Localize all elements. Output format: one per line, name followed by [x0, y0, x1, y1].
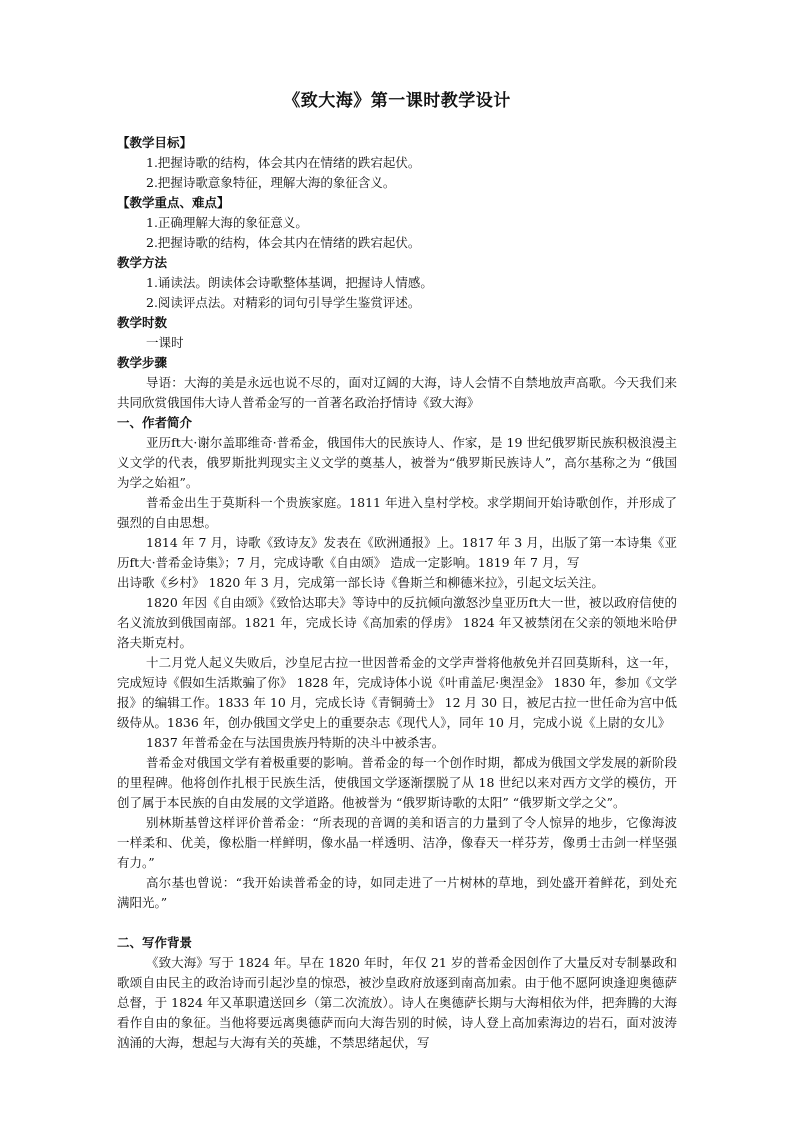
- author-paragraph-8: 普希金对俄国文学有着极重要的影响。普希金的每一个创作时期，都成为俄国文学发展的新阶段的里程碑。他将创作扎根于民族生活，使俄国文学逐渐摆脱了从 18 世纪以来对西方文学的模仿，开创了属于本民族的自由发展的文学道路。他被誉为 “俄罗斯诗歌的太阳” “俄罗斯文学之父”。: [117, 755, 677, 810]
- method-item-2: 2.阅读评点法。对精彩的词句引导学生鉴赏评述。: [146, 295, 421, 310]
- author-paragraph-2: 普希金出生于莫斯科一个贵族家庭。1811 年进入皇村学校。求学期间开始诗歌创作，并形成了强烈的自由思想。: [117, 495, 677, 530]
- hours-value: 一课时: [146, 335, 184, 350]
- steps-heading: 教学步骤: [117, 355, 168, 370]
- author-paragraph-9: 别林斯基曾这样评价普希金：“所表现的音调的美和语言的力量到了令人惊异的地步，它像海波一样柔和、优美，像松脂一样鲜明，像水晶一样透明、洁净，像春天一样芬芳，像勇士击剑一样坚强有力。”: [117, 815, 677, 870]
- key-point-item-1: 1.正确理解大海的象征意义。: [146, 215, 308, 230]
- author-paragraph-1: 亚历ft大·谢尔盖耶维奇·普希金，俄国伟大的民族诗人、作家，是 19 世纪俄罗斯民族积极浪漫主义文学的代表，俄罗斯批判现实主义文学的奠基人，被誉为“俄罗斯民族诗人”，高尔基称之为 “俄国为学之始祖”。: [117, 435, 677, 490]
- author-paragraph-6: 十二月党人起义失败后，沙皇尼古拉一世因普希金的文学声誉将他赦免并召回莫斯科，这一年，完成短诗《假如生活欺骗了你》 1828 年，完成诗体小说《叶甫盖尼·奥涅金》 1830 年，参加《文学报》的编辑工作。1833 年 10 月，完成长诗《青铜骑士》 12 月 30 日，被尼古拉一世任命为宫中低级侍从。1836 年，创办俄国文学史上的重要杂志《现代人》，同年 10 月，完成小说《上尉的女儿》: [117, 655, 677, 730]
- background-paragraph-1: 《致大海》写于 1824 年。早在 1820 年时，年仅 21 岁的普希金因创作了大量反对专制暴政和歌颂自由民主的政治诗而引起沙皇的惊恐，被沙皇政府放逐到南高加索。由于他不愿阿谀逢迎奥德萨总督，于 1824 年又革职遣送回乡（第二次流放）。诗人在奥德萨长期与大海相依为伴，把奔腾的大海看作自由的象征。当他将要远离奥德萨而向大海告别的时候，诗人登上高加索海边的岩石，面对波涛汹涌的大海，想起与大海有关的英雄，不禁思绪起伏，写: [117, 955, 677, 1050]
- hours-heading: 教学时数: [117, 315, 168, 330]
- author-heading: 一、作者简介: [117, 415, 193, 430]
- goals-heading: 【教学目标】: [117, 135, 193, 150]
- methods-heading: 教学方法: [117, 255, 168, 270]
- goal-item-1: 1.把握诗歌的结构，体会其内在情绪的跌宕起伏。: [146, 155, 421, 170]
- author-paragraph-4: 出诗歌《乡村》 1820 年 3 月，完成第一部长诗《鲁斯兰和柳德米拉》，引起文坛关注。: [117, 575, 604, 590]
- method-item-1: 1.诵读法。朗读体会诗歌整体基调，把握诗人情感。: [146, 275, 433, 290]
- author-paragraph-7: 1837 年普希金在与法国贵族丹特斯的决斗中被杀害。: [146, 735, 445, 750]
- key-points-heading: 【教学重点、难点】: [117, 195, 230, 210]
- author-paragraph-5: 1820 年因《自由颂》《致恰达耶夫》等诗中的反抗倾向激怒沙皇亚历ft大一世，被以政府信使的名义流放到俄国南部。1821 年，完成长诗《高加索的俘虏》 1824 年又被禁闭在父亲的领地米哈伊洛夫斯克村。: [117, 595, 677, 650]
- document-title: 《致大海》第一课时教学设计: [283, 91, 511, 111]
- document-body: [117, 133, 677, 1053]
- key-point-item-2: 2.把握诗歌的结构，体会其内在情绪的跌宕起伏。: [146, 235, 421, 250]
- intro-paragraph: 导语：大海的美是永远也说不尽的，面对辽阔的大海，诗人会情不自禁地放声高歌。今天我们来共同欣赏俄国伟大诗人普希金写的一首著名政治抒情诗《致大海》: [117, 375, 677, 410]
- author-paragraph-10: 高尔基也曾说：“我开始读普希金的诗，如同走进了一片树林的草地，到处盛开着鲜花，到处充满阳光。”: [117, 875, 677, 910]
- section-spacer: [117, 913, 677, 933]
- goal-item-2: 2.把握诗歌意象特征，理解大海的象征含义。: [146, 175, 396, 190]
- author-paragraph-3: 1814 年 7 月，诗歌《致诗友》发表在《欧洲通报》上。1817 年 3 月，出版了第一本诗集《亚历ft大·普希金诗集》；7 月，完成诗歌《自由颂》 造成一定影响。1819 年 7 月，写: [117, 535, 677, 570]
- background-heading: 二、写作背景: [117, 935, 193, 950]
